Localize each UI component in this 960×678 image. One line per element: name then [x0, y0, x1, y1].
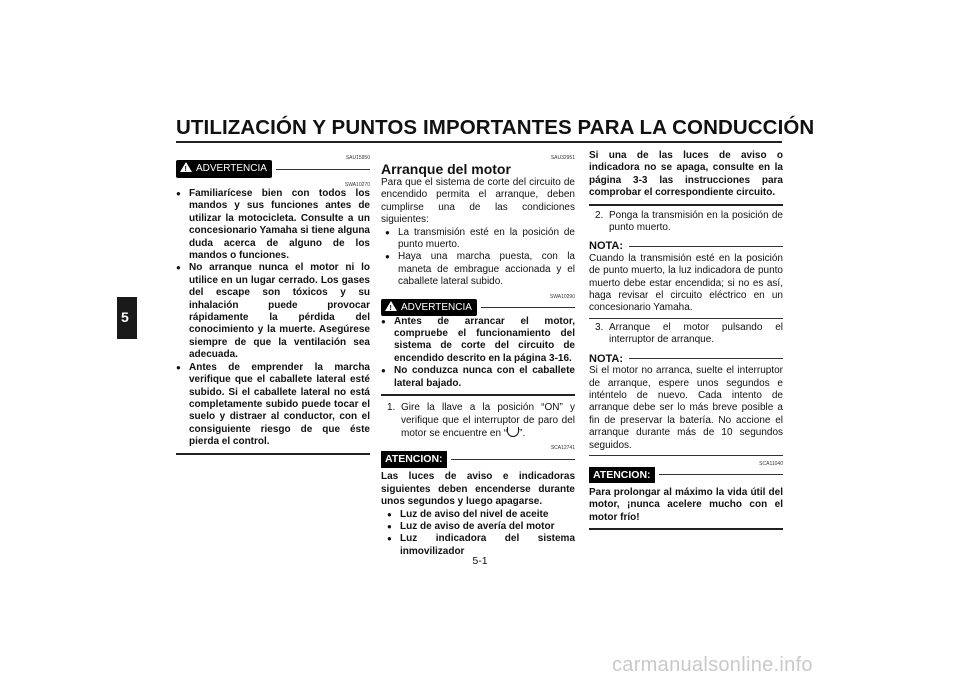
bullet-icon: ● [385, 252, 390, 262]
list-item: ● No arranque nunca el motor ni lo utilice en un lugar cerrado. Los gases del escape son tóxicos y su inhalación puede provocar rápidamente la pérdida del conocimiento y la muerte. Asegúrese siempre de que la ventilación sea adecuada. [176, 262, 370, 361]
warning-code: SWA10290 [549, 293, 575, 300]
bullet-icon: ● [387, 534, 392, 544]
caution-label: ATENCION: [381, 451, 447, 467]
caution-code: SCA11040 [759, 460, 783, 467]
note-text: Si el motor no arranca, suelte el interruptor de arranque, espere unos segundos e inténtelo de nuevo. Cada intento de arranque debe ser lo más breve posible a fin de preservar la batería. No accione el arranque durante más de 10 segundos seguidos. [589, 365, 783, 451]
step-2: 2. Ponga la transmisión en la posición de punto muerto. [595, 209, 783, 234]
warning-header [381, 300, 575, 316]
caution-code: SCA12741 [550, 445, 575, 452]
caution-text: Para prolongar al máximo la vida útil del motor, ¡nunca acelere mucho con el motor frío! [589, 486, 783, 523]
column-3 [589, 150, 783, 530]
list-item: ● Antes de emprender la marcha verifique que el caballete lateral esté subido. Si el caballete lateral no está completamente subido puede tocar el suelo y distraer al conductor, con el consiguiente riesgo de que éste pierda el control. [176, 361, 370, 448]
list-item: ● Antes de arrancar el motor, compruebe el funcionamiento del sistema de corte del circuito de encendido descrito en la página 3-16. [381, 315, 575, 364]
section-end-rule [589, 204, 783, 206]
page-number: 5-1 [472, 555, 488, 567]
list-item: ● Luz de aviso del nivel de aceite [387, 508, 549, 520]
note-text: Cuando la transmisión esté en la posición de punto muerto, la luz indicadora de punto muerto debe estar encendida; si no es así, haga revisar el circuito eléctrico en un concesionario Yamaha. [589, 252, 783, 314]
list-item: ● Haya una marcha puesta, con la maneta de embrague accionada y el caballete lateral subido. [385, 251, 575, 288]
warning-code: SWA10270 [344, 182, 370, 188]
warning-label: ADVERTENCIA [401, 301, 472, 313]
bullet-icon: ● [387, 521, 392, 531]
warning-header [176, 161, 370, 177]
warning-badge [176, 160, 272, 177]
page-title: UTILIZACIÓN Y PUNTOS IMPORTANTES PARA LA CONDUCCIÓN [176, 116, 815, 139]
section-code: SAU32951 [550, 155, 575, 161]
title-rule [176, 141, 782, 143]
section-heading: Arranque del motor [381, 161, 511, 177]
note-header: NOTA: [589, 353, 783, 365]
column-1 [176, 150, 370, 455]
bullet-icon: ● [176, 263, 181, 273]
section-end-rule [589, 528, 783, 530]
watermark: carmanualsonline.info [612, 654, 813, 676]
column-2 [381, 150, 575, 558]
caution-header [589, 467, 783, 483]
warning-triangle-icon: ! [180, 162, 192, 172]
note-end-rule [589, 318, 783, 319]
list-item: ● La transmisión esté en la posición de punto muerto. [385, 226, 575, 251]
list-item: ● Familiarícese bien con todos los mandos y sus funciones antes de utilizar la motocicleta. Consulte a un concesionario Yamaha si tiene alguna duda acerca de alguno de los mandos o funciones. [176, 188, 370, 262]
bullet-icon: ● [381, 366, 386, 376]
warning-badge [381, 299, 477, 316]
warning-label: ADVERTENCIA [196, 163, 267, 175]
list-item: ● Luz de aviso de avería del motor [387, 520, 555, 532]
note-header: NOTA: [589, 240, 783, 252]
section-end-rule [381, 394, 575, 396]
list-item: ● Luz indicadora del sistema inmovilizador [387, 533, 575, 557]
bullet-icon: ● [385, 227, 390, 237]
section-code: SAU15950 [345, 155, 370, 161]
warning-triangle-icon: ! [385, 301, 397, 311]
note-end-rule [589, 455, 783, 456]
caution-text: Las luces de aviso e indicadoras siguientes deben encenderse durante unos segundos y luego apagarse. [381, 471, 575, 508]
bullet-icon: ● [381, 316, 386, 326]
list-item: ● No conduzca nunca con el caballete lateral bajado. [381, 365, 575, 389]
caution-header [381, 451, 575, 467]
engine-stop-switch-icon [507, 427, 519, 437]
chapter-tab [117, 297, 137, 339]
chapter-number: 5 [121, 309, 129, 325]
section-end-rule [176, 453, 370, 455]
step-3: 3. Arranque el motor pulsando el interruptor de arranque. [595, 321, 783, 346]
bullet-icon: ● [176, 362, 181, 372]
caution-label: ATENCION: [589, 467, 655, 483]
bullet-icon: ● [176, 189, 181, 198]
bullet-icon: ● [387, 509, 392, 519]
intro-text: Para que el sistema de corte del circuito de encendido permita el arranque, deben cumplirse una de las condiciones siguientes: [381, 177, 575, 226]
caution-continued: Si una de las luces de aviso o indicadora no se apaga, consulte en la página 3-3 las instrucciones para comprobar el correspondiente circuito. [589, 150, 783, 199]
step-1: 1. Gire la llave a la posición “ON” y verifique que el interruptor de paro del motor se encuentre en “ ”. [387, 402, 575, 439]
